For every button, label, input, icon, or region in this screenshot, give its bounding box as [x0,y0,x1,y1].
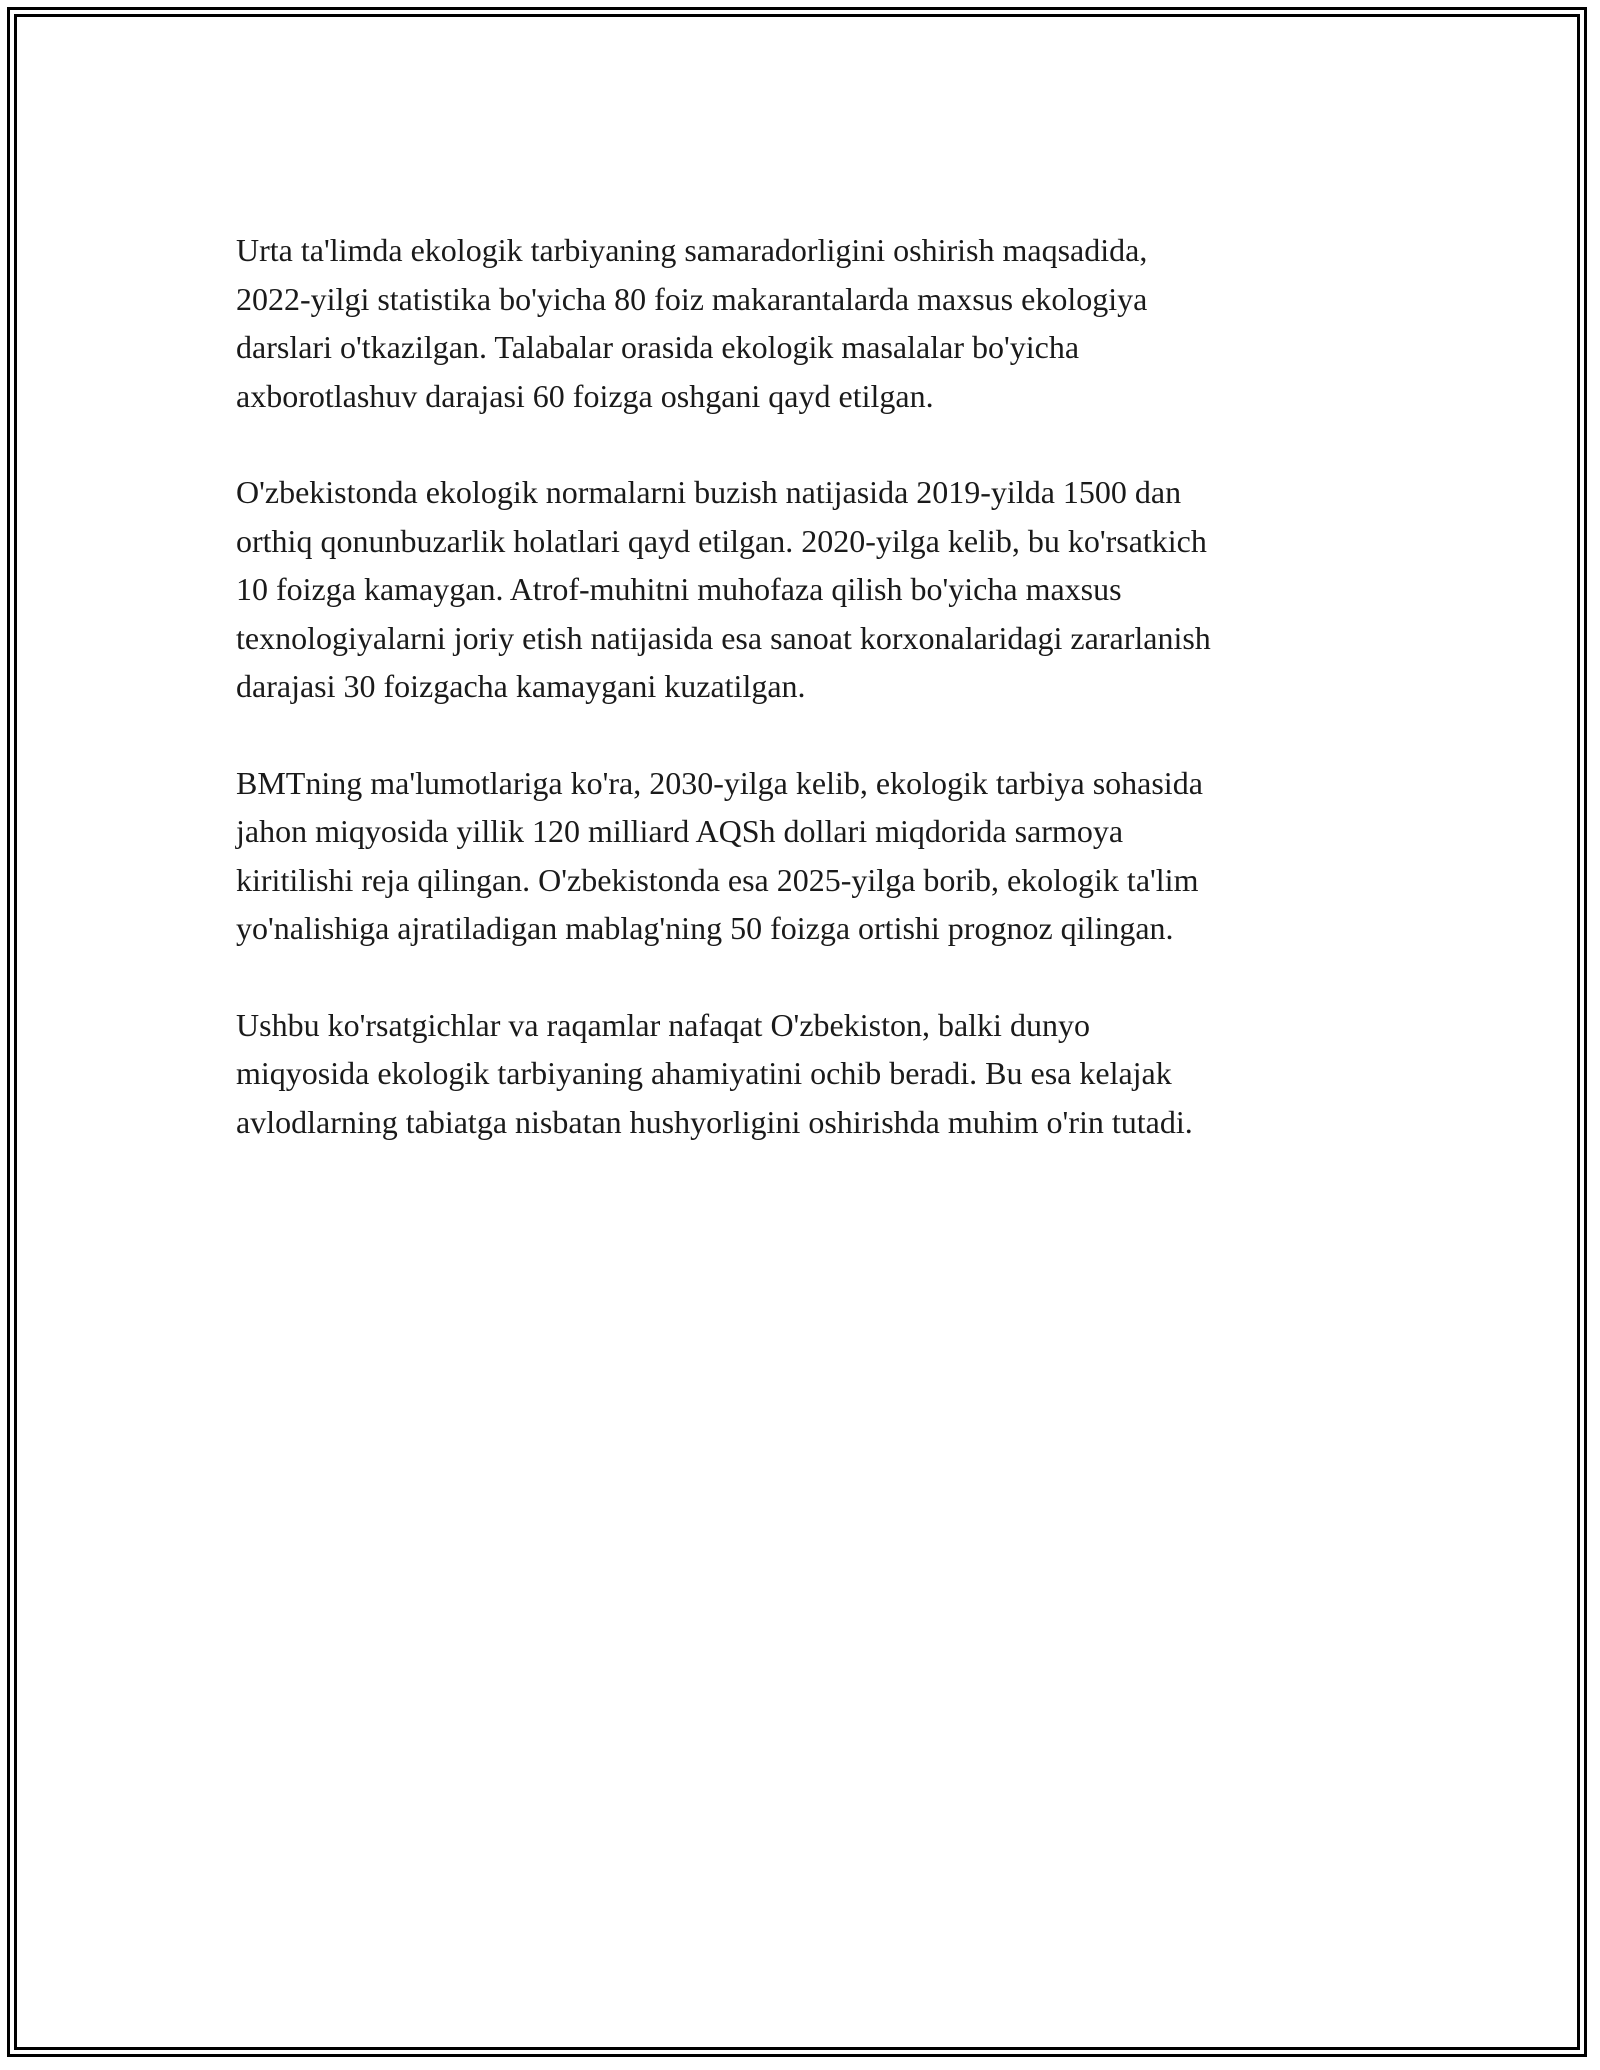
paragraph-investment-forecast: BMTning ma'lumotlariga ko'ra, 2030-yilga kelib, ekologik tarbiya sohasida jahon miqyosida yillik 120 milliard AQSh dollari miqdorida sarmoya kiritilishi reja qilingan. O'zbekistonda esa 2025-yilga borib, ekologik ta'lim yo'nalishiga ajratiladigan mablag'ning 50 foizga ortishi prognoz qilingan. [236,764,1203,946]
paragraph-ecological-education: Urta ta'limda ekologik tarbiyaning samaradorligini oshirish maqsadida, 2022-yilgi statistika bo'yicha 80 foiz makarantalarda maxsus ekologiya darslari o'tkazilgan. Talabalar orasida ekologik masalalar bo'yicha axborotlashuv darajasi 60 foizga oshgani qayd etilgan. [236,232,1148,414]
document-body [236,226,1376,1194]
paragraph-conclusion: Ushbu ko'rsatgichlar va raqamlar nafaqat O'zbekiston, balki dunyo miqyosida ekologik tarbiyaning ahamiyatini ochib beradi. Bu esa kelajak avlodlarning tabiatga nisbatan hushyorligini oshirishda muhim o'rin tutadi. [236,1006,1193,1140]
paragraph-ecological-violations: O'zbekistonda ekologik normalarni buzish natijasida 2019-yilda 1500 dan orthiq qonunbuzarlik holatlari qayd etilgan. 2020-yilga kelib, bu ko'rsatkich 10 foizga kamaygan. Atrof-muhitni muhofaza qilish bo'yicha maxsus texnologiyalarni joriy etish natijasida esa sanoat korxonalaridagi zararlanish darajasi 30 foizgacha kamaygani kuzatilgan. [236,474,1211,704]
